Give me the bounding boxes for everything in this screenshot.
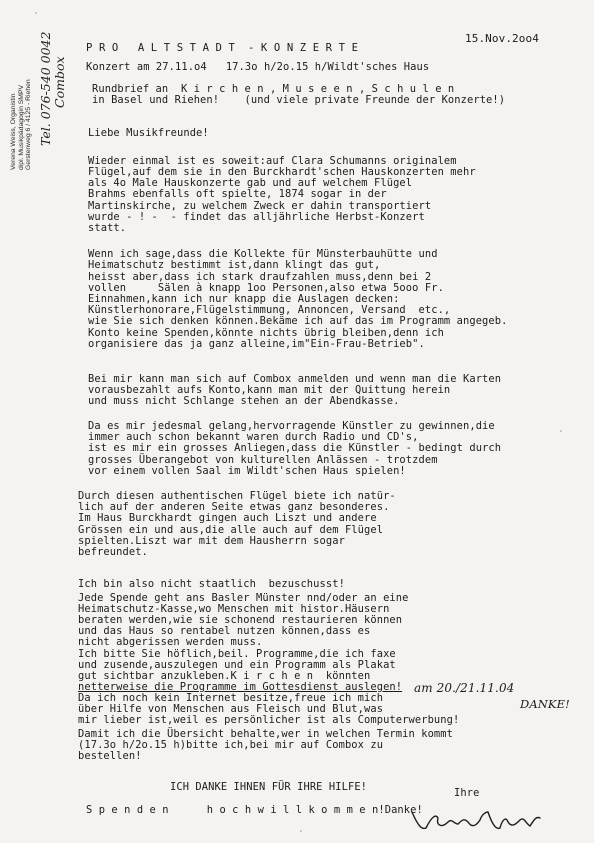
stamp-line: Verena Weiss, Organistin <box>10 93 17 170</box>
handwritten-danke: DANKE! <box>520 697 570 711</box>
text-line: und zusende,auszulegen und ein Programm als Plakat <box>78 659 396 671</box>
text-line: Ich bitte Sie höflich,beil. Programme,die ich faxe <box>78 648 396 660</box>
text-line: Jede Spende geht ans Basler Münster nnd/oder an eine <box>78 592 409 604</box>
scan-speck <box>300 830 302 832</box>
signature <box>408 806 548 840</box>
address-stamp <box>10 79 33 171</box>
text-line: und muss nicht Schlange stehen an der Abendkasse. <box>88 395 400 407</box>
text-line: gut sichtbar anzukleben.K i r c h e n könnten <box>78 670 371 682</box>
text-line: als 4o Male Hauskonzerte gab und auf welchem Flügel <box>88 177 413 189</box>
text-line: spielten.Liszt war mit dem Hausherrn sogar <box>78 535 345 547</box>
rundbrief-line: Rundbrief an K i r c h e n , M u s e e n , S c h u l e n <box>92 83 455 95</box>
text-line: Martinskirche, zu welchem Zweck er dahin transportiert <box>88 200 432 212</box>
letter-date: 15.Nov.2oo4 <box>465 32 539 45</box>
text-line: befreundet. <box>78 546 148 558</box>
scan-speck <box>560 430 562 432</box>
text-line: Ich bin also nicht staatlich bezuschusst! <box>78 578 345 590</box>
text-line: Brahms ebenfalls oft spielte, 1874 sogar in der <box>88 188 387 200</box>
text-line-underlined: netterweise die Programme im Gottesdienst auslegen! <box>78 681 403 693</box>
text-line: Wenn ich sage,dass die Kollekte für Münsterbauhütte und <box>88 248 438 260</box>
text-line: wurde - ! - - findet das alljährliche Herbst-Konzert <box>88 211 425 223</box>
text-line: Bei mir kann man sich auf Combox anmelden und wenn man die Karten <box>88 373 502 385</box>
text-line: Konto keine Spenden,könnte nichts übrig bleiben,denn ich <box>88 327 444 339</box>
text-line: Da ich noch kein Internet besitze,freue ich mich <box>78 692 384 704</box>
text-line: wie Sie sich denken können.Bekäme ich auf das im Programm angegeb. <box>88 315 508 327</box>
text-line: Heimatschutz-Kasse,wo Menschen mit histor.Häusern <box>78 603 390 615</box>
closing-line: S p e n d e n h o c h w i l l k o m m e n!Danke! <box>86 804 423 816</box>
text-line: nicht abgerissen werden muss. <box>78 636 263 648</box>
text-line: heisst aber,dass ich stark draufzahlen muss,denn bei 2 <box>88 271 432 283</box>
text-line: (17.3o h/2o.15 h)bitte ich,bei mir auf Combox zu <box>78 739 384 751</box>
text-line: vollen Sälen à knapp 1oo Personen,also etwa 5ooo Fr. <box>88 282 444 294</box>
text-line: bestellen! <box>78 750 142 762</box>
text-line: und das Haus so rentabel nutzen können,dass es <box>78 625 371 637</box>
text-line: Heimatschutz bestimmt ist,dann klingt das gut, <box>88 259 381 271</box>
signature-drawing <box>408 806 548 836</box>
text-line: über Hilfe von Menschen aus Fleisch und Blut,was <box>78 703 384 715</box>
rundbrief-line: in Basel und Riehen! (und viele private Freunde der Konzerte!) <box>92 94 506 106</box>
handwritten-combox: Combox <box>52 56 67 108</box>
text-line: Grössen ein und aus,die alle auch auf dem Flügel <box>78 524 384 536</box>
stamp-line: Gerstenweg 6 / 4125 - Riehen <box>25 79 33 170</box>
text-line: vorausbezahlt aufs Konto,kann man mit der Quittung herein <box>88 384 451 396</box>
text-line: organisiere das ja ganz alleine,im"Ein-Frau-Betrieb". <box>88 338 425 350</box>
text-line: lich auf der anderen Seite etwas ganz besonderes. <box>78 501 390 513</box>
text-line: ist es mir ein grosses Anliegen,dass die Künstler - bedingt durch <box>88 442 502 454</box>
text-line: Flügel,auf dem sie in den Burckhardt'schen Hauskonzerten mehr <box>88 166 476 178</box>
text-line: Im Haus Burckhardt gingen auch Liszt und andere <box>78 512 377 524</box>
text-line: Einnahmen,kann ich nur knapp die Auslagen decken: <box>88 293 400 305</box>
text-line: Damit ich die Übersicht behalte,wer in welchen Termin kommt <box>78 728 453 740</box>
thanks-line: ICH DANKE IHNEN FÜR IHRE HILFE! <box>170 781 368 793</box>
text-line: immer auch schon bekannt waren durch Radio und CD's, <box>88 431 419 443</box>
text-line: beraten werden,wie sie schonend restaurieren können <box>78 614 403 626</box>
text-line: grosses Überangebot von kulturellen Anlässen - trotzdem <box>88 454 438 466</box>
text-line: mir lieber ist,weil es persönlicher ist als Computerwerbung! <box>78 714 460 726</box>
scan-speck <box>35 12 37 14</box>
text-line: Wieder einmal ist es soweit:auf Clara Schumanns originalem <box>88 155 457 167</box>
text-line: statt. <box>88 222 127 234</box>
concert-line: Konzert am 27.11.o4 17.3o h/2o.15 h/Wildt'sches Haus <box>86 61 430 73</box>
text-line: Durch diesen authentischen Flügel biete ich natür- <box>78 490 396 502</box>
letter-heading: P R O A L T S T A D T - K O N Z E R T E <box>86 42 359 54</box>
handwritten-dates: am 20./21.11.04 <box>414 681 515 695</box>
text-line: Da es mir jedesmal gelang,hervorragende Künstler zu gewinnen,die <box>88 420 495 432</box>
stamp-line: dipl. Musikpädagogin SMPV <box>17 84 25 170</box>
greeting: Liebe Musikfreunde! <box>88 127 209 139</box>
ihre-label: Ihre <box>454 787 480 799</box>
text-line: vor einem vollen Saal im Wildt'schen Haus spielen! <box>88 465 406 477</box>
handwritten-phone: Tel. 076-540 0042 <box>38 31 53 146</box>
text-line: Künstlerhonorare,Flügelstimmung, Annoncen, Versand etc., <box>88 304 451 316</box>
